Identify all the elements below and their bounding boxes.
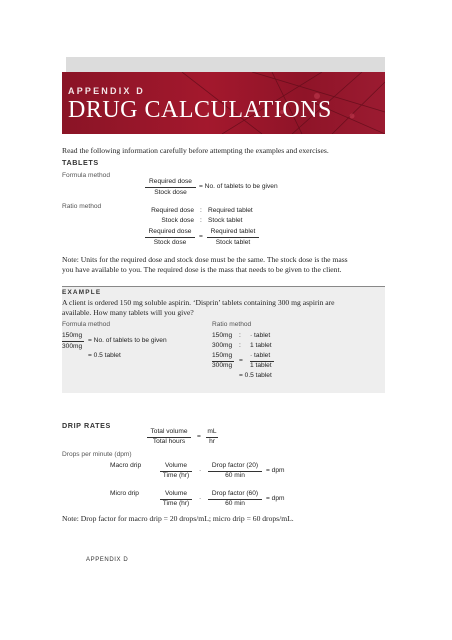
- example-formula-answer: = 0.5 tablet: [88, 352, 121, 359]
- formula-denominator: Stock dose: [154, 189, 187, 196]
- macro-drip-label: Macro drip: [110, 462, 142, 469]
- example-ratio-row1-left: 150mg: [212, 332, 233, 339]
- ratio-row1-right: Required tablet: [208, 207, 253, 214]
- example-formula-result: = No. of tablets to be given: [88, 337, 167, 344]
- chapter-title: DRUG CALCULATIONS: [68, 97, 332, 123]
- ratio-frac-left-num: Required dose: [148, 228, 192, 235]
- macro-volume-num: Volume: [165, 462, 187, 469]
- ratio-row1-left: Required dose: [151, 207, 194, 214]
- example-ratio-row2-colon: :: [239, 342, 241, 349]
- macro-volume-den: Time (hr): [162, 472, 190, 479]
- drip-unit-num: mL: [207, 428, 217, 435]
- micro-dropfactor-num: Drop factor (60): [211, 490, 259, 497]
- drip-frac-den: Total hours: [152, 438, 186, 445]
- drip-heading: DRIP RATES: [62, 421, 111, 430]
- dpm-label: Drops per minute (dpm): [62, 451, 132, 458]
- tablets-note-line2: you have available to you. The required dose is the mass that needs to be given to the client.: [62, 265, 342, 274]
- ratio-method-label: Ratio method: [62, 203, 102, 210]
- example-text-line2: available. How many tablets will you give?: [62, 308, 194, 317]
- intro-text: Read the following information carefully before attempting the examples and exercises.: [62, 146, 329, 155]
- example-text-line1: A client is ordered 150 mg soluble aspirin. ‘Disprin’ tablets containing 300 mg aspirin are: [62, 298, 335, 307]
- example-ratio-right-den: 1 tablet: [250, 362, 272, 369]
- example-ratio-frac-den: 300mg: [212, 362, 233, 369]
- example-ratio-equals: =: [239, 357, 243, 364]
- example-ratio-right-num: · tablet: [250, 352, 271, 359]
- tablets-note-line1: Note: Units for the required dose and stock dose must be the same. The stock dose is the mass: [62, 255, 348, 264]
- example-ratio-row1-colon: :: [239, 332, 241, 339]
- ratio-row2-colon: :: [200, 217, 202, 224]
- fraction-bar: [62, 341, 84, 342]
- drip-frac-num: Total volume: [150, 428, 188, 435]
- fraction-bar: [145, 187, 196, 188]
- micro-drip-label: Micro drip: [110, 490, 139, 497]
- micro-dropfactor-den: 60 min: [225, 500, 245, 507]
- macro-result: = dpm: [266, 467, 285, 474]
- ratio-equals: =: [199, 233, 203, 240]
- example-ratio-frac-num: 150mg: [212, 352, 233, 359]
- drip-note: Note: Drop factor for macro drip = 20 drops/mL; micro drip = 60 drops/mL.: [62, 514, 294, 523]
- macro-times: ·: [199, 467, 202, 474]
- example-ratio-row2-left: 300mg: [212, 342, 233, 349]
- example-formula-den: 300mg: [62, 343, 83, 350]
- example-ratio-answer: = 0.5 tablet: [239, 372, 272, 379]
- fraction-bar: [207, 237, 259, 238]
- example-formula-label: Formula method: [62, 321, 111, 328]
- ratio-frac-left-den: Stock dose: [153, 239, 187, 246]
- micro-times: ·: [199, 495, 202, 502]
- example-ratio-row2-right: 1 tablet: [250, 342, 272, 349]
- header-strip: [66, 57, 385, 72]
- micro-volume-num: Volume: [165, 490, 187, 497]
- micro-volume-den: Time (hr): [162, 500, 190, 507]
- ratio-row2-left: Stock dose: [161, 217, 194, 224]
- ratio-frac-right-den: Stock tablet: [215, 239, 251, 246]
- ratio-frac-right-num: Required tablet: [210, 228, 256, 235]
- example-ratio-row1-right: · tablet: [250, 332, 271, 339]
- macro-dropfactor-num: Drop factor (20): [211, 462, 259, 469]
- micro-result: = dpm: [266, 495, 285, 502]
- ratio-row1-colon: :: [200, 207, 202, 214]
- formula-method-label: Formula method: [62, 172, 111, 179]
- formula-numerator: Required dose: [149, 178, 192, 185]
- page-footer: APPENDIX D: [86, 557, 129, 563]
- drip-equals: =: [197, 433, 201, 440]
- formula-result: = No. of tablets to be given: [199, 183, 278, 190]
- macro-dropfactor-den: 60 min: [225, 472, 245, 479]
- fraction-bar: [145, 237, 195, 238]
- example-formula-num: 150mg: [62, 332, 83, 339]
- drip-unit-den: hr: [209, 438, 215, 445]
- chapter-banner: [62, 72, 385, 134]
- example-heading: EXAMPLE: [62, 289, 102, 296]
- appendix-label: APPENDIX D: [68, 86, 146, 96]
- tablets-heading: TABLETS: [62, 158, 99, 167]
- example-ratio-label: Ratio method: [212, 321, 252, 328]
- ratio-row2-right: Stock tablet: [208, 217, 243, 224]
